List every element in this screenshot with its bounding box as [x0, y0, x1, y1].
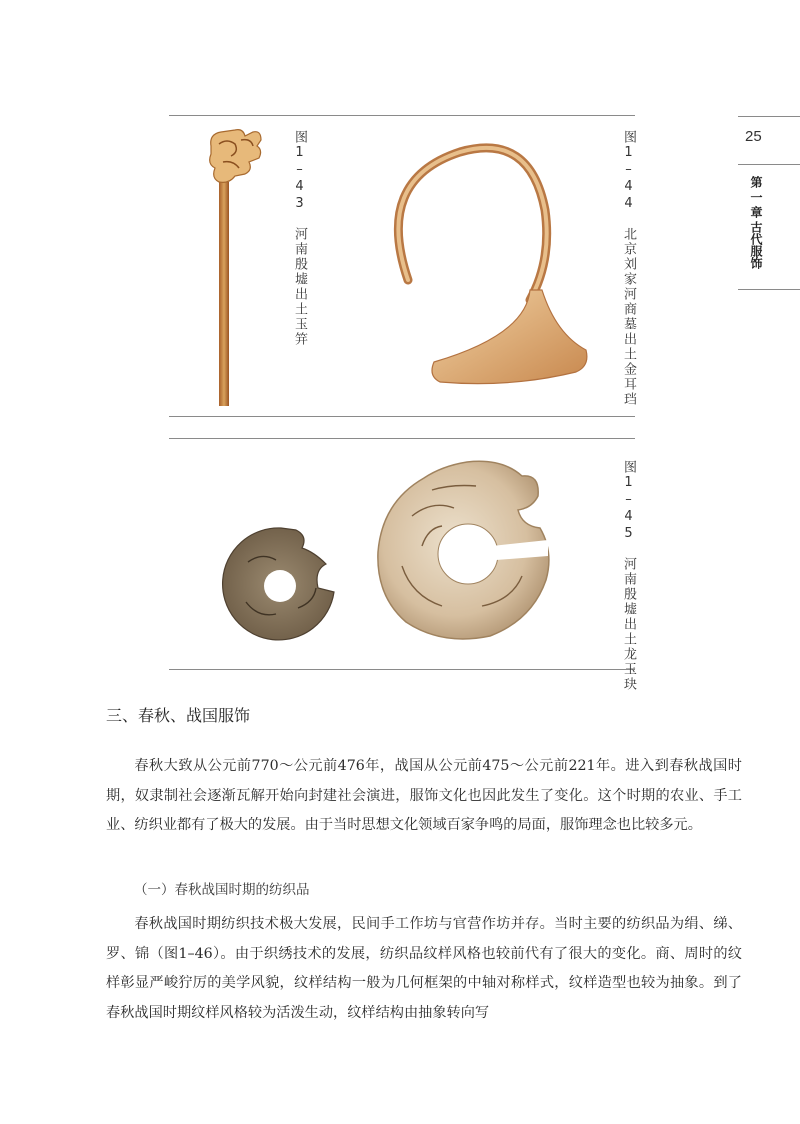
header-rule-mid [738, 164, 800, 165]
figure-1-45-caption [619, 460, 638, 692]
figure-1-43-caption [290, 130, 309, 347]
subsection-heading: （一）春秋战国时期的纺织品 [134, 882, 310, 898]
chapter-header [750, 176, 762, 269]
gold-earring-image [380, 140, 600, 390]
figure-top-rule [169, 115, 635, 116]
figure-1-45-number: 图1–45 [621, 460, 636, 543]
section-heading: 三、春秋、战国服饰 [106, 706, 251, 725]
header-rule-top [738, 116, 800, 117]
figure-divider-rule-2 [169, 438, 635, 439]
small-dragon-jade-jue-image [218, 522, 344, 644]
figure-1-43-text: 河南殷墟出土玉笄 [292, 227, 307, 347]
large-dragon-jade-jue-image [372, 456, 562, 642]
figure-1-45-text: 河南殷墟出土龙玉玦 [621, 557, 636, 692]
paragraph-2: 春秋战国时期纺织技术极大发展，民间手工作坊与官营作坊并存。当时主要的纺织品为绢、绨、罗、锦（图1–46）。由于织绣技术的发展，纺织品纹样风格也较前代有了很大的变化。商、周时的纹样彰显严峻狞厉的美学风貌，纹样结构一般为几何框架的中轴对称样式，纹样造型也较为抽象。到了春秋战国时期纹样风格较为活泼生动，纹样结构由抽象转向写 [106, 916, 742, 1021]
figure-1-44-text: 北京刘家河商墓出土金耳珰 [621, 227, 636, 407]
figure-divider-rule [169, 416, 635, 417]
figure-1-44-caption [619, 130, 638, 407]
chapter-title: 古代服饰 [749, 221, 763, 269]
chapter-label: 第一章 [749, 176, 763, 221]
page-number: 25 [745, 128, 762, 145]
jade-hairpin-image [205, 126, 267, 408]
paragraph-1: 春秋大致从公元前770～公元前476年，战国从公元前475～公元前221年。进入到春秋战国时期，奴隶制社会逐渐瓦解开始向封建社会演进，服饰文化也因此发生了变化。这个时期的农业、手工业、纺织业都有了极大的发展。由于当时思想文化领域百家争鸣的局面，服饰理念也比较多元。 [106, 758, 742, 833]
figure-bottom-rule [169, 669, 635, 670]
header-rule-bottom [738, 289, 800, 290]
figure-1-43-number: 图1–43 [292, 130, 307, 213]
figure-1-44-number: 图1–44 [621, 130, 636, 213]
